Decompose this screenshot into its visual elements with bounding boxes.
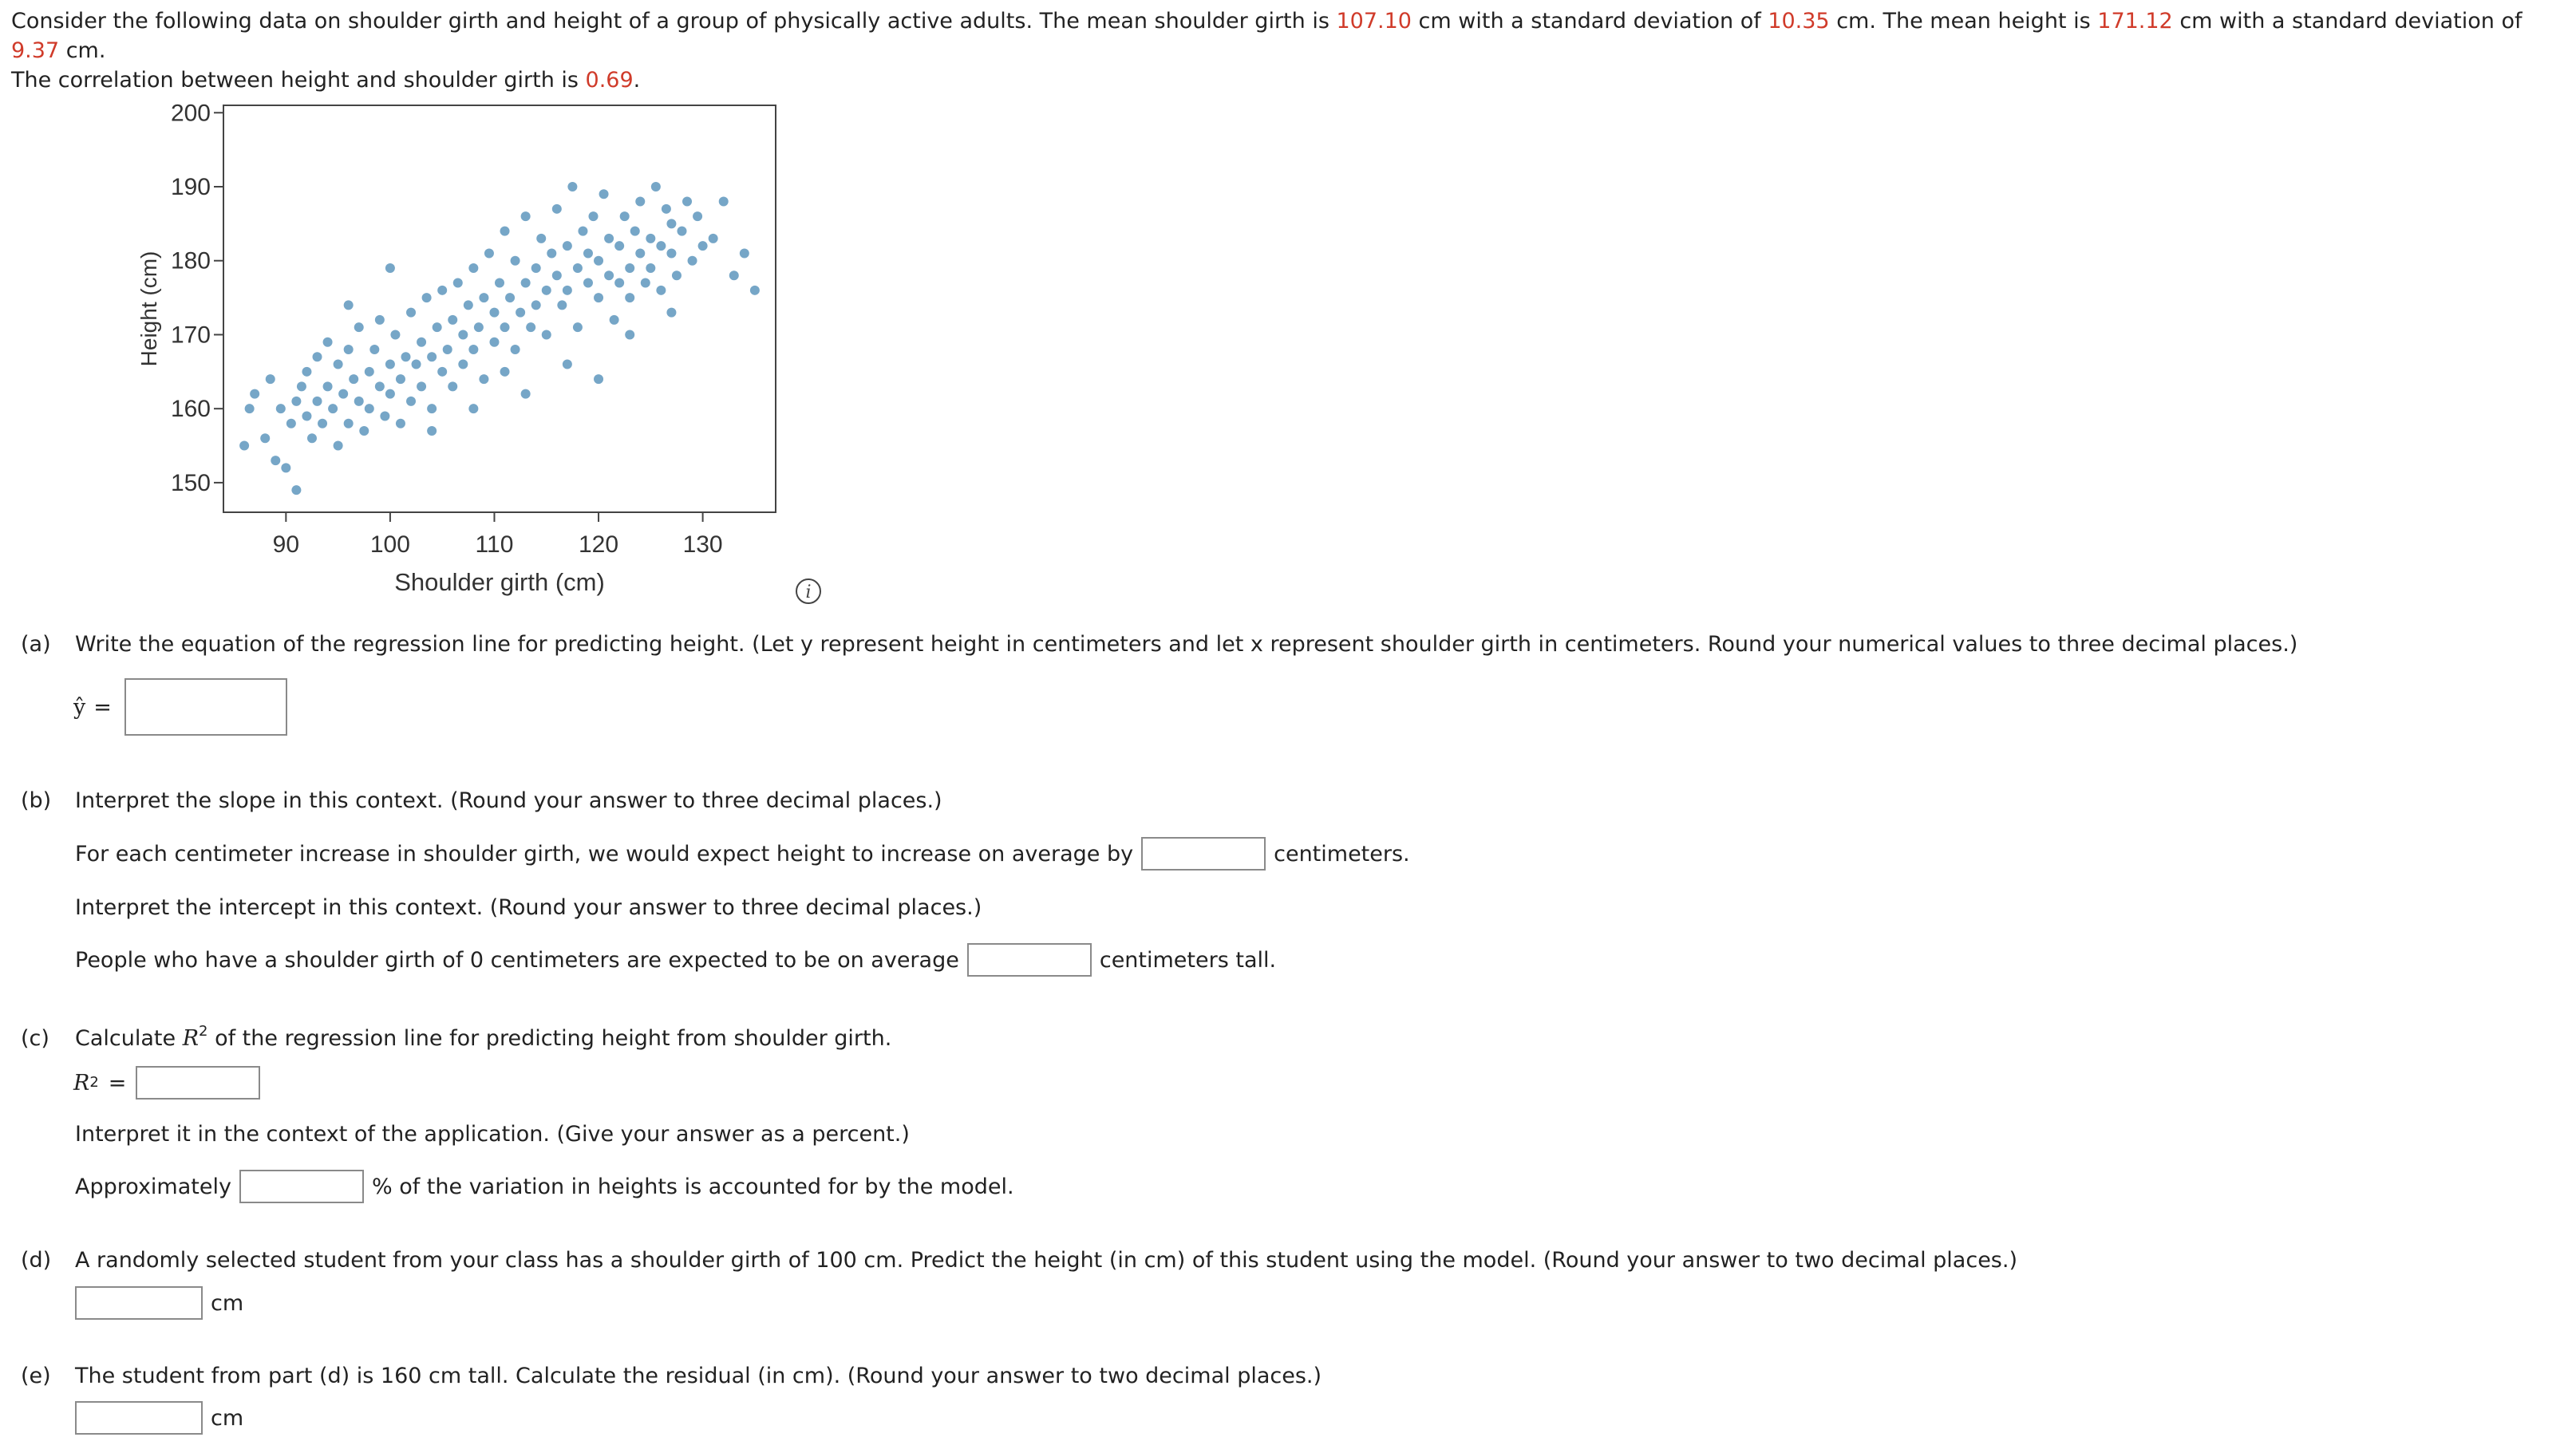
- scatter-point: [406, 397, 416, 406]
- scatter-point: [468, 263, 478, 273]
- x-axis-label: Shoulder girth (cm): [394, 568, 605, 596]
- scatter-point: [635, 248, 645, 258]
- scatter-point: [291, 397, 301, 406]
- part-a-question: Write the equation of the regression line for predicting height. (Let y represent height in centimeters and let x represent shoulder girth in centimeters. Round your numerical values to three decimal places.): [75, 632, 2298, 657]
- scatter-point: [427, 426, 437, 436]
- scatter-point: [453, 278, 463, 288]
- scatter-point: [365, 404, 374, 413]
- scatter-point: [651, 182, 661, 191]
- part-c-label: (c): [21, 1026, 49, 1051]
- scatter-point: [552, 204, 562, 214]
- scatter-point: [516, 308, 525, 318]
- part-a-answer-row: [73, 678, 287, 736]
- scatter-point: [334, 360, 343, 369]
- scatter-point: [630, 227, 640, 236]
- scatter-point: [677, 227, 686, 236]
- scatter-point: [604, 270, 614, 280]
- y-tick-label: 180: [170, 247, 211, 274]
- scatter-point: [489, 338, 499, 347]
- scatter-point: [385, 389, 395, 399]
- scatter-point: [542, 330, 551, 339]
- r-exponent: 2: [199, 1023, 208, 1040]
- scatter-point: [307, 433, 317, 443]
- y-axis-label: Height (cm): [136, 251, 161, 367]
- part-c-text-after: of the regression line for predicting height from shoulder girth.: [207, 1026, 892, 1051]
- scatter-point: [511, 256, 520, 266]
- scatter-point: [334, 441, 343, 451]
- scatter-point: [489, 308, 499, 318]
- x-tick-label: 110: [475, 531, 514, 558]
- scatter-point: [557, 300, 567, 310]
- scatter-point: [464, 300, 473, 310]
- scatter-point: [297, 381, 306, 391]
- part-e-label: (e): [21, 1364, 51, 1388]
- scatter-point: [354, 397, 364, 406]
- scatter-point: [437, 286, 447, 295]
- scatter-point: [354, 322, 364, 332]
- scatter-point: [656, 286, 666, 295]
- slope-text-after: centimeters.: [1274, 841, 1410, 867]
- scatter-point: [567, 182, 577, 191]
- scatter-point: [750, 286, 760, 295]
- mean-girth-value: 107.10: [1336, 9, 1412, 34]
- predicted-height-input[interactable]: [75, 1286, 203, 1320]
- scatter-point: [359, 426, 369, 436]
- scatter-point: [573, 322, 583, 332]
- scatter-point: [646, 234, 655, 243]
- part-d-question: A randomly selected student from your class has a shoulder girth of 100 cm. Predict the height (in cm) of this student using the model. (Round your answer to two decimal places.): [75, 1248, 2017, 1273]
- scatter-point: [458, 360, 468, 369]
- scatter-point: [666, 308, 676, 318]
- mean-height-value: 171.12: [2097, 9, 2173, 34]
- scatter-point: [563, 241, 572, 251]
- intro-text-4: cm with a standard deviation of: [2172, 9, 2523, 34]
- scatter-point: [437, 367, 447, 377]
- scatter-point: [328, 404, 338, 413]
- scatter-point: [271, 456, 280, 465]
- y-tick-label: 200: [170, 100, 211, 127]
- scatter-point: [291, 485, 301, 495]
- r-squared-symbol: R: [73, 1070, 90, 1096]
- scatter-point: [286, 419, 296, 428]
- scatter-point: [521, 211, 531, 221]
- r-squared-row: R 2 =: [73, 1066, 260, 1100]
- scatter-point: [344, 345, 354, 354]
- scatter-point: [406, 308, 416, 318]
- regression-equation-input[interactable]: [124, 678, 287, 736]
- intro-text-7: .: [633, 68, 641, 93]
- slope-text-before: For each centimeter increase in shoulder girth, we would expect height to increase on average by: [75, 841, 1134, 867]
- scatter-point: [479, 293, 488, 302]
- y-tick-label: 190: [170, 174, 211, 200]
- scatter-point: [672, 270, 682, 280]
- scatter-point: [500, 367, 510, 377]
- scatter-point: [589, 211, 599, 221]
- scatter-point: [318, 419, 327, 428]
- info-icon[interactable]: [795, 578, 822, 605]
- intercept-input[interactable]: [967, 943, 1092, 977]
- scatter-point: [511, 345, 520, 354]
- scatter-point: [719, 197, 729, 207]
- intercept-sentence: [75, 943, 1276, 977]
- intercept-text-after: centimeters tall.: [1099, 947, 1277, 973]
- part-a-label: (a): [21, 632, 51, 657]
- residual-input[interactable]: [75, 1401, 203, 1435]
- scatter-point: [594, 374, 603, 384]
- scatter-point: [484, 248, 494, 258]
- scatter-point: [531, 300, 541, 310]
- scatter-point: [412, 360, 421, 369]
- part-e-unit: cm: [211, 1405, 244, 1431]
- scatter-point: [531, 263, 541, 273]
- scatter-point: [396, 374, 405, 384]
- part-d-answer-row: [75, 1286, 243, 1320]
- scatter-point: [323, 338, 333, 347]
- scatter-point: [583, 278, 593, 288]
- scatter-point: [385, 360, 395, 369]
- part-d-unit: cm: [211, 1290, 244, 1316]
- scatter-point: [646, 263, 655, 273]
- slope-input[interactable]: [1141, 837, 1266, 871]
- y-tick-label: 160: [170, 396, 211, 423]
- intro-text-3: cm. The mean height is: [1829, 9, 2098, 34]
- part-c-text-before: Calculate: [75, 1026, 183, 1051]
- scatter-point: [458, 330, 468, 339]
- scatter-point: [239, 441, 249, 451]
- scatter-point: [260, 433, 270, 443]
- scatter-point: [338, 389, 348, 399]
- x-tick-label: 90: [272, 531, 300, 558]
- scatter-point: [625, 330, 634, 339]
- scatter-point: [688, 256, 697, 266]
- scatter-point: [641, 278, 650, 288]
- scatter-point: [505, 293, 515, 302]
- scatter-point: [635, 197, 645, 207]
- intro-text-1: Consider the following data on shoulder girth and height of a group of physically active adults. The mean shoulder girth is: [11, 9, 1337, 34]
- scatter-point: [594, 256, 603, 266]
- scatter-point: [313, 397, 322, 406]
- scatter-point: [448, 315, 457, 325]
- scatter-point: [526, 322, 535, 332]
- scatter-point: [594, 293, 603, 302]
- scatter-point: [401, 352, 410, 361]
- r-squared-equals: =: [108, 1070, 127, 1096]
- correlation-value: 0.69: [585, 68, 634, 93]
- scatter-point: [666, 219, 676, 228]
- scatter-point: [542, 286, 551, 295]
- scatter-point: [614, 278, 624, 288]
- x-tick-label: 130: [682, 531, 723, 558]
- scatter-point: [390, 330, 400, 339]
- scatter-point: [495, 278, 504, 288]
- scatter-point: [521, 389, 531, 399]
- scatter-point: [313, 352, 322, 361]
- scatter-point: [620, 211, 630, 221]
- scatter-point: [369, 345, 379, 354]
- scatter-point: [349, 374, 358, 384]
- scatter-point: [599, 189, 609, 199]
- r-symbol: R: [182, 1026, 200, 1051]
- scatter-point: [625, 263, 634, 273]
- scatter-point: [344, 300, 354, 310]
- r-squared-input[interactable]: [136, 1066, 260, 1100]
- scatter-point: [474, 322, 484, 332]
- percent-input[interactable]: [239, 1170, 364, 1203]
- y-tick-label: 170: [170, 322, 211, 349]
- part-e-question: The student from part (d) is 160 cm tall. Calculate the residual (in cm). (Round your answer to two decimal places.): [75, 1364, 1322, 1388]
- scatter-point: [536, 234, 546, 243]
- part-b-question-slope: Interpret the slope in this context. (Round your answer to three decimal places.): [75, 788, 942, 813]
- percent-sentence: [75, 1170, 1014, 1203]
- scatter-point: [417, 381, 426, 391]
- svg-text:i: i: [805, 582, 812, 602]
- scatter-point: [656, 241, 666, 251]
- scatter-point: [625, 293, 634, 302]
- percent-text-before: Approximately: [75, 1174, 231, 1199]
- scatter-point: [375, 381, 385, 391]
- scatter-point: [250, 389, 259, 399]
- part-b-question-intercept: Interpret the intercept in this context. (Round your answer to three decimal places.): [75, 895, 982, 920]
- scatter-point: [276, 404, 286, 413]
- scatter-point: [427, 404, 437, 413]
- scatter-point: [666, 248, 676, 258]
- scatter-point: [448, 381, 457, 391]
- intro-text-6: The correlation between height and shoulder girth is: [11, 68, 586, 93]
- intercept-text-before: People who have a shoulder girth of 0 centimeters are expected to be on average: [75, 947, 959, 973]
- scatter-point: [375, 315, 385, 325]
- intro-text-5: cm.: [59, 38, 106, 63]
- scatter-point: [380, 411, 389, 420]
- scatter-point: [614, 241, 624, 251]
- scatter-point: [563, 360, 572, 369]
- part-e-answer-row: [75, 1401, 243, 1435]
- scatter-point: [468, 404, 478, 413]
- part-d-label: (d): [21, 1248, 52, 1273]
- plot-frame: [223, 105, 776, 512]
- scatter-point: [709, 234, 718, 243]
- y-hat-symbol: ŷ: [73, 694, 86, 720]
- scatter-point: [385, 263, 395, 273]
- scatter-point: [682, 197, 692, 207]
- x-tick-label: 120: [579, 531, 619, 558]
- scatter-point: [521, 278, 531, 288]
- x-tick-label: 100: [369, 531, 410, 558]
- part-c-question: [75, 1025, 891, 1053]
- scatter-point: [500, 322, 510, 332]
- scatter-point: [693, 211, 702, 221]
- scatter-point: [422, 293, 432, 302]
- part-c-interpret-question: Interpret it in the context of the application. (Give your answer as a percent.): [75, 1122, 910, 1147]
- scatter-plot: [120, 80, 798, 606]
- scatter-point: [427, 352, 437, 361]
- scatter-point: [479, 374, 488, 384]
- scatter-point: [729, 270, 739, 280]
- equals-sign: =: [93, 694, 112, 720]
- scatter-point: [302, 367, 311, 377]
- scatter-point: [610, 315, 619, 325]
- scatter-point: [578, 227, 587, 236]
- y-axis: [171, 100, 223, 496]
- scatter-point: [500, 227, 510, 236]
- x-axis: [273, 512, 723, 558]
- scatter-point: [547, 248, 556, 258]
- scatter-point: [604, 234, 614, 243]
- scatter-point: [443, 345, 452, 354]
- scatter-point: [552, 270, 562, 280]
- scatter-point: [583, 248, 593, 258]
- scatter-point: [396, 419, 405, 428]
- sd-girth-value: 10.35: [1768, 9, 1830, 34]
- scatter-point: [281, 463, 290, 472]
- scatter-point: [344, 419, 354, 428]
- slope-sentence: [75, 837, 1410, 871]
- intro-text-2: cm with a standard deviation of: [1411, 9, 1768, 34]
- scatter-point: [662, 204, 671, 214]
- scatter-point: [323, 381, 333, 391]
- scatter-point: [468, 345, 478, 354]
- scatter-point: [365, 367, 374, 377]
- scatter-point: [433, 322, 442, 332]
- scatter-point: [563, 286, 572, 295]
- y-tick-label: 150: [170, 469, 211, 496]
- scatter-point: [740, 248, 749, 258]
- sd-height-value: 9.37: [11, 38, 60, 63]
- scatter-point: [245, 404, 255, 413]
- percent-text-after: % of the variation in heights is accounted for by the model.: [371, 1174, 1014, 1199]
- scatter-point: [302, 411, 311, 420]
- part-b-label: (b): [21, 788, 52, 813]
- scatter-point: [573, 263, 583, 273]
- scatter-point: [698, 241, 708, 251]
- scatter-point: [417, 338, 426, 347]
- scatter-point: [266, 374, 275, 384]
